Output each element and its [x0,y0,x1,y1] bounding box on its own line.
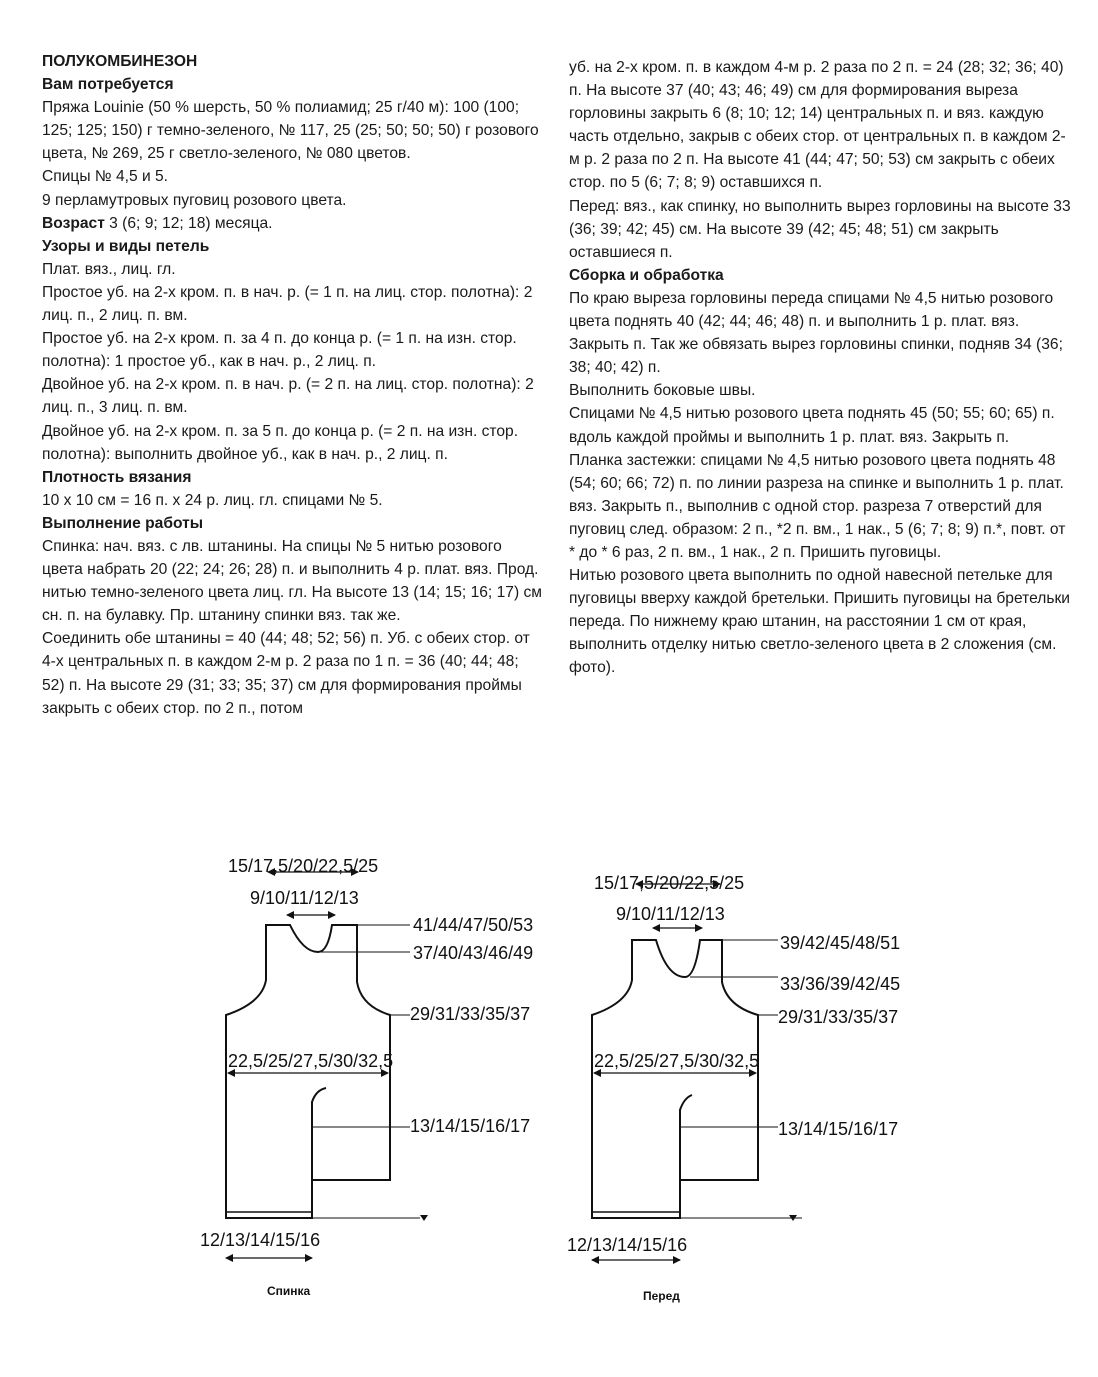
back-outline [226,925,390,1218]
needles-text: Спицы № 4,5 и 5. [42,168,169,186]
work-paragraph: Соединить обе штанины = 40 (44; 48; 52; 56) п. Уб. с обеих стор. от 4-х центральных п. в каждом 2-м р. 2 раза по 1 п. = 36 (40; 44; 48; 52) п. На высоте 29 (31; 33; 35; 37) см для формирования проймы закрыть с обеих стор. по 2 п., потом [42,630,530,717]
age-value: 3 (6; 9; 12; 18) месяца. [104,214,273,232]
pattern-item: Двойное уб. на 2-х кром. п. за 5 п. до конца р. (= 2 п. на изн. стор. полотна): выполнить двойное уб., как в нач. р., 2 лиц. п. [42,422,519,463]
front-neck-width: 9/10/11/12/13 [616,904,725,924]
assembly-paragraph: Нитью розового цвета выполнить по одной навесной петельке для пуговицы вверху каждой бретельки. Пришить пуговицы на бретельки переда. По нижнему краю штанин, на расстоянии 1 см от края, выполнить отделку нитью светло-зеленого цвета в 2 сложения (см. фото). [569,567,1070,677]
work-paragraph: уб. на 2-х кром. п. в каждом 4-м р. 2 раза по 2 п. = 24 (28; 32; 36; 40) п. На высоте 37 (40; 43; 46; 49) см для формирования выреза горловины закрыть 6 (8; 10; 12; 14) центральных п. и вяз. каждую часть отдельно, закрыв с обеих стор. от центральных п. в каждом 2-м р. 2 раза по 2 п. На высоте 41 (44; 47; 50; 53) см закрыть с обеих стор. по 5 (6; 7; 8; 9) оставшихся п. [569,59,1066,192]
back-shoulder-height: 41/44/47/50/53 [413,915,534,935]
assembly-paragraph: По краю выреза горловины переда спицами № 4,5 нитью розового цвета поднять 40 (42; 44; 46; 48) п. и выполнить 1 р. плат. вяз. Закрыть п. Так же обвязать вырез горловины спинки, подняв 34 (36; 38; 40; 42) п. [569,289,1063,377]
front-armhole-height: 29/31/33/35/37 [778,1007,899,1027]
assembly-paragraph: Выполнить боковые швы. [569,382,756,400]
age-line [42,212,542,235]
buttons-text: 9 перламутровых пуговиц розового цвета. [42,191,347,209]
back-neck-height: 37/40/43/46/49 [413,943,534,963]
pattern-item: Простое уб. на 2-х кром. п. в нач. р. (= 1 п. на лиц. стор. полотна): 2 лиц. п., 2 лиц. п. вм. [42,283,533,325]
work-paragraph: Перед: вяз., как спинку, но выполнить вырез горловины на высоте 33 (36; 39; 42; 45) см. На высоте 39 (42; 45; 48; 51) см закрыть оставшиеся п. [569,197,1071,261]
diagram-front [592,884,802,1260]
back-top-width: 15/17,5/20/22,5/25 [228,856,379,876]
front-caption: Перед [643,1289,680,1303]
needs-heading: Вам потребуется [42,76,174,94]
pattern-item: Двойное уб. на 2-х кром. п. в нач. р. (= 2 п. на лиц. стор. полотна): 2 лиц. п., 3 лиц. п. вм. [42,376,534,417]
right-column [569,56,1074,680]
work-paragraph: Спинка: нач. вяз. с лв. штанины. На спицы № 5 нитью розового цвета набрать 20 (22; 24; 26; 28) п. и выполнить 4 р. плат. вяз. Прод. нитью темно-зеленого цвета лиц. гл. На высоте 13 (14; 15; 16; 17) см сн. п. на булавку. Пр. штанину спинки вяз. так же. [42,537,542,625]
assembly-paragraph: Спицами № 4,5 нитью розового цвета поднять 45 (50; 55; 60; 65) п. вдоль каждой проймы и выполнить 1 р. плат. вяз. Закрыть п. [569,405,1055,446]
back-body-width: 22,5/25/27,5/30/32,5 [228,1051,394,1071]
pattern-item: Плат. вяз., лиц. гл. [42,260,176,278]
age-label: Возраст [42,214,105,232]
density-text: 10 x 10 см = 16 п. x 24 р. лиц. гл. спицами № 5. [42,491,383,509]
pattern-diagrams [0,840,1098,1360]
left-column [42,50,542,720]
back-leg-width: 12/13/14/15/16 [200,1230,321,1250]
front-body-width: 22,5/25/27,5/30/32,5 [594,1051,760,1071]
assembly-heading: Сборка и обработка [569,266,724,284]
back-armhole-height: 29/31/33/35/37 [410,1004,531,1024]
front-top-width: 15/17,5/20/22,5/25 [594,873,745,893]
front-shoulder-height: 39/42/45/48/51 [780,933,901,953]
front-neck-height: 33/36/39/42/45 [780,974,901,994]
back-crotch-height: 13/14/15/16/17 [410,1116,531,1136]
yarn-text: Пряжа Louinie (50 % шерсть, 50 % полиамид; 25 г/40 м): 100 (100; 125; 125; 150) г темно-зеленого, № 117, 25 (25; 50; 50; 50) г розового цвета, № 269, 25 г светло-зеленого, № 080 цветов. [42,99,539,163]
front-outline [592,940,758,1218]
front-crotch-height: 13/14/15/16/17 [778,1119,899,1139]
pattern-item: Простое уб. на 2-х кром. п. за 4 п. до конца р. (= 1 п. на изн. стор. полотна): 1 простое уб., как в нач. р., 2 лиц. п. [42,330,517,371]
back-neck-width: 9/10/11/12/13 [250,888,359,908]
patterns-heading: Узоры и виды петель [42,237,210,255]
density-heading: Плотность вязания [42,468,192,486]
assembly-paragraph: Планка застежки: спицами № 4,5 нитью розового цвета поднять 48 (54; 60; 66; 72) п. по линии разреза на спинке и выполнить 1 р. плат. вяз. Закрыть п., выполнив с одной стор. разреза 7 отверстий для пуговиц след. образом: 2 п., *2 п. вм., 1 нак., 5 (6; 7; 8; 9) п.*, повт. от * до * 6 раз, 2 п. вм., 1 нак., 2 п. Пришить пуговицы. [569,451,1066,561]
back-caption: Спинка [267,1284,311,1298]
work-heading: Выполнение работы [42,514,204,532]
front-leg-width: 12/13/14/15/16 [567,1235,688,1255]
page-title: ПОЛУКОМБИНЕЗОН [42,53,198,70]
